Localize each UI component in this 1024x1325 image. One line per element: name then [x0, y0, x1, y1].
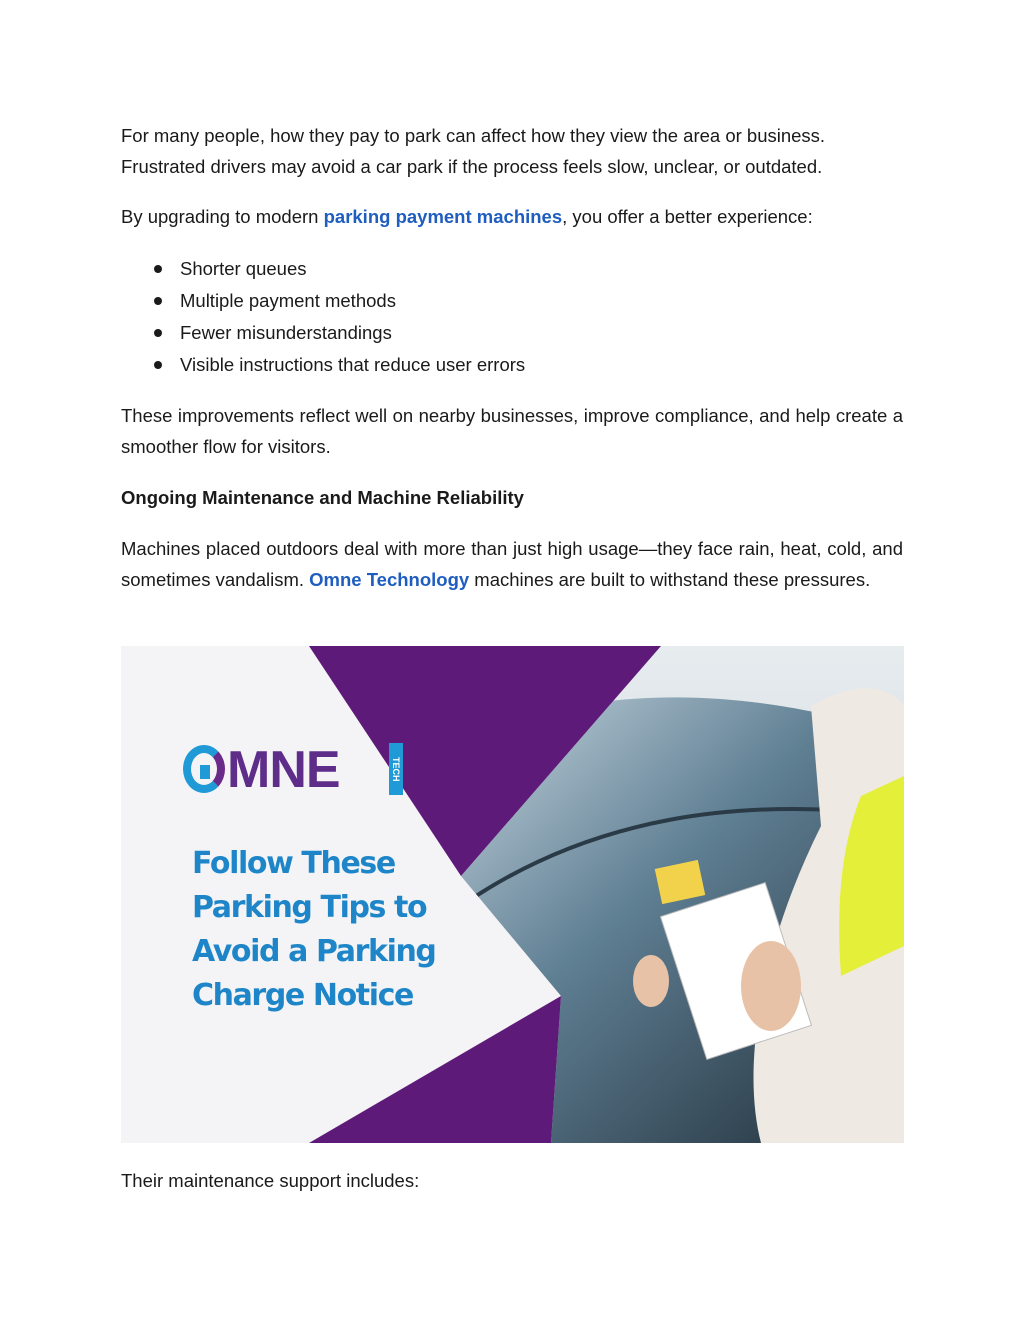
upgrade-text-after: , you offer a better experience:	[562, 206, 813, 227]
machines-text-after: machines are built to withstand these pressures.	[469, 569, 871, 590]
banner-title-line: Avoid a Parking	[192, 934, 436, 969]
intro-line-2: Frustrated drivers may avoid a car park if the process feels slow, unclear, or outdated.	[121, 156, 823, 177]
intro-line-1: For many people, how they pay to park can affect how they view the area or business.	[121, 125, 826, 146]
banner-title-line: Parking Tips to	[192, 890, 427, 925]
list-item-text: Fewer misunderstandings	[180, 322, 392, 343]
list-item	[121, 253, 525, 285]
machines-text-before: Machines placed outdoors deal with more than just high usage—they face rain, heat, cold, and sometimes vandalism.	[121, 538, 903, 590]
bullet-icon	[154, 297, 162, 305]
logo-tag: TECH	[389, 743, 403, 795]
list-item	[121, 285, 525, 317]
list-item-text: Visible instructions that reduce user errors	[180, 354, 526, 375]
parking-payment-machines-link[interactable]: parking payment machines	[323, 206, 563, 227]
hand-shape	[633, 955, 669, 1007]
list-item	[121, 317, 525, 349]
logo-o-icon	[183, 745, 225, 793]
bullet-icon	[154, 361, 162, 369]
bullet-icon	[154, 265, 162, 273]
banner-title-line: Follow These	[192, 846, 395, 881]
section-heading: Ongoing Maintenance and Machine Reliability	[121, 487, 524, 508]
upgrade-paragraph	[121, 201, 903, 232]
banner-title-line: Charge Notice	[192, 978, 413, 1013]
omne-technology-link[interactable]: Omne Technology	[309, 569, 470, 590]
banner-title	[192, 842, 452, 1018]
list-item	[121, 349, 525, 381]
upgrade-text-before: By upgrading to modern	[121, 206, 324, 227]
benefits-list	[121, 253, 525, 381]
hand-shape	[741, 941, 801, 1031]
logo-wordmark: MNE	[227, 741, 340, 799]
maintenance-paragraph: Their maintenance support includes:	[121, 1170, 420, 1191]
intro-paragraph	[121, 120, 903, 182]
list-item-text: Multiple payment methods	[180, 290, 396, 311]
machines-paragraph	[121, 533, 903, 595]
promo-banner-image	[121, 646, 904, 1143]
bullet-icon	[154, 329, 162, 337]
list-item-text: Shorter queues	[180, 258, 307, 279]
improvements-paragraph: These improvements reflect well on nearby businesses, improve compliance, and help create a smoother flow for visitors.	[121, 405, 903, 457]
